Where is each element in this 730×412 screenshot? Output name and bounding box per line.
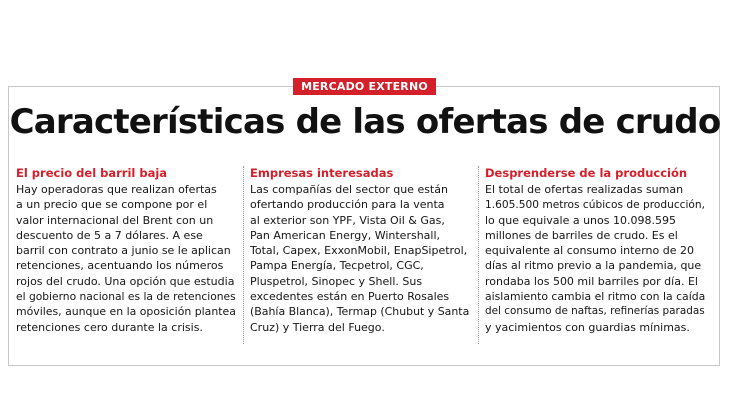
body-line: Total, Capex, ExxonMobil, EnapSipetrol, xyxy=(250,244,468,258)
body-line: Pan American Energy, Wintershall, xyxy=(250,228,441,242)
body-line: Pluspetrol, Sinopec y Shell. Sus xyxy=(250,274,423,288)
body-line: Las compañías del sector que están xyxy=(250,183,448,196)
body-line: rondaba los 500 mil barriles por día. El xyxy=(485,274,698,288)
body-line: millones de barriles de crudo. Es el xyxy=(485,228,678,242)
column-interested-companies xyxy=(250,166,470,335)
body-line: y yacimientos con guardias mínimas. xyxy=(485,320,690,334)
column-body xyxy=(250,182,470,335)
column-heading: Empresas interesadas xyxy=(250,166,394,180)
body-line: el gobierno nacional es la de retenciones xyxy=(16,290,236,304)
column-heading: Desprenderse de la producción xyxy=(485,166,688,180)
body-line: ofertando producción para la venta xyxy=(250,198,445,212)
body-line: retenciones cero durante la crisis. xyxy=(16,320,203,334)
body-line: descuento de 5 a 7 dólares. A ese xyxy=(16,228,203,242)
headline: Características de las ofertas de crudo xyxy=(9,102,721,142)
body-line: equivalente al consumo interno de 20 xyxy=(485,244,694,258)
body-line: aislamiento cambia el ritmo con la caída xyxy=(485,290,706,304)
body-line: al exterior son YPF, Vista Oil & Gas, xyxy=(250,213,445,227)
body-line: rojos del crudo. Una opción que estudia xyxy=(16,274,235,288)
body-line: a un precio que se compone por el xyxy=(16,198,208,212)
body-line: barril con contrato a junio se le aplican xyxy=(16,244,231,258)
body-line: Pampa Energía, Tecpetrol, CGC, xyxy=(250,259,424,273)
body-line: El total de ofertas realizadas suman xyxy=(485,183,684,196)
column-divider xyxy=(243,166,244,344)
body-line: días al ritmo previo a la pandemia, que xyxy=(485,259,702,273)
column-production-release xyxy=(485,166,705,335)
body-line: lo que equivale a unos 10.098.595 xyxy=(485,213,676,227)
body-line: valor internacional del Brent con un xyxy=(16,213,214,227)
body-line: del consumo de naftas, refinerías paradas xyxy=(485,305,705,318)
body-line: móviles, aunque en la oposición plantea xyxy=(16,305,236,319)
column-barrel-price xyxy=(16,166,236,335)
body-line: (Bahía Blanca), Termap (Chubut y Santa xyxy=(250,305,470,319)
body-line: 1.605.500 metros cúbicos de producción, xyxy=(485,198,706,212)
body-line: excedentes están en Puerto Rosales xyxy=(250,290,450,304)
body-line: Cruz) y Tierra del Fuego. xyxy=(250,320,385,334)
column-divider xyxy=(478,166,479,344)
body-line: retenciones, acentuando los números xyxy=(16,259,224,273)
column-body xyxy=(485,182,705,335)
column-body xyxy=(16,182,236,335)
body-line: Hay operadoras que realizan ofertas xyxy=(16,183,217,196)
section-tag: MERCADO EXTERNO xyxy=(293,78,436,95)
column-heading: El precio del barril baja xyxy=(16,166,168,180)
